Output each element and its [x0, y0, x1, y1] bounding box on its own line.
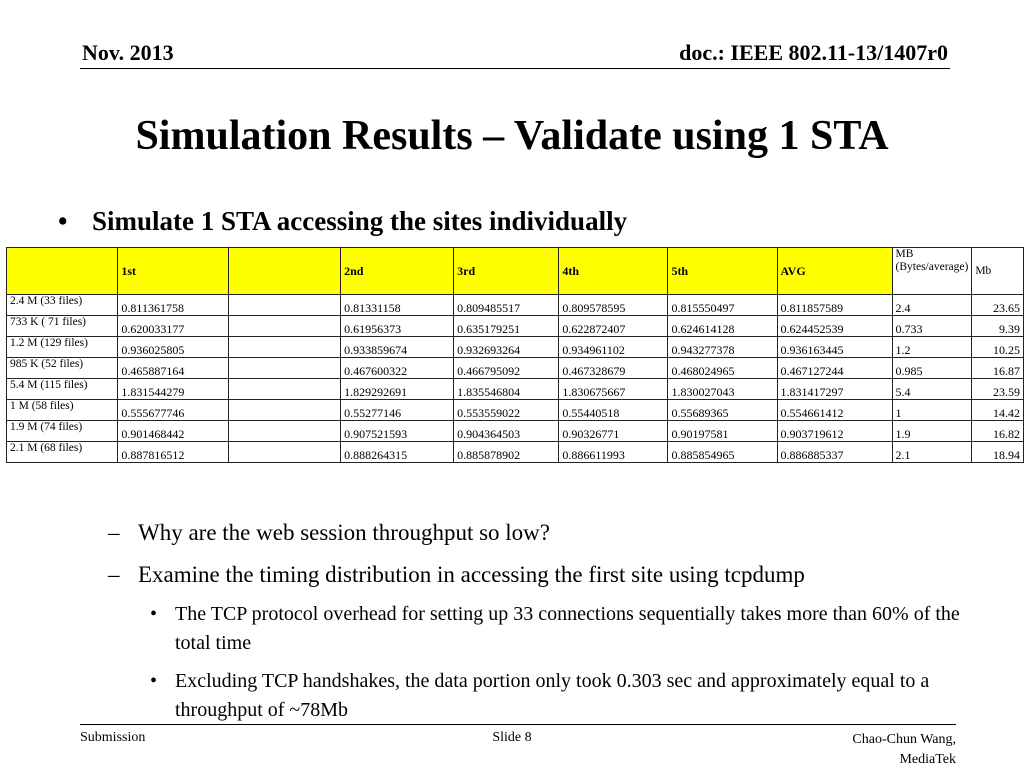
table-row	[7, 379, 1024, 400]
table-cell: 0.901468442	[118, 421, 229, 442]
sub-bullet-1	[108, 520, 550, 546]
footer-author-org: MediaTek	[899, 752, 956, 767]
table-cell: 5.4	[892, 379, 972, 400]
table-row	[7, 316, 1024, 337]
table-cell: 9.39	[972, 316, 1024, 337]
table-row-label: 1.2 M (129 files)	[7, 337, 118, 358]
table-row	[7, 421, 1024, 442]
table-cell: 0.907521593	[341, 421, 454, 442]
table-cell: 0.466795092	[454, 358, 559, 379]
table-cell: 0.467600322	[341, 358, 454, 379]
table-cell: 0.936025805	[118, 337, 229, 358]
table-cell: 0.932693264	[454, 337, 559, 358]
table-cell: 10.25	[972, 337, 1024, 358]
sub-sub-bullet-1-text: The TCP protocol overhead for setting up 33 connections sequentially takes more than 60% of the total time	[175, 603, 960, 654]
table-header-cell: 3rd	[454, 248, 559, 295]
table-cell: 0.555677746	[118, 400, 229, 421]
table-cell	[229, 295, 341, 316]
table-cell: 0.553559022	[454, 400, 559, 421]
table-cell	[229, 442, 341, 463]
table-cell: 0.943277378	[668, 337, 777, 358]
header-date: Nov. 2013	[82, 40, 174, 65]
table-cell: 18.94	[972, 442, 1024, 463]
table-cell: 2.4	[892, 295, 972, 316]
table-header-cell	[7, 248, 118, 295]
bullet-glyph: •	[58, 206, 68, 236]
table-cell: 1.835546804	[454, 379, 559, 400]
table-cell: 0.934961102	[559, 337, 668, 358]
footer-author-name: Chao-Chun Wang,	[852, 732, 956, 747]
table-cell: 0.809485517	[454, 295, 559, 316]
table-header-cell	[229, 248, 341, 295]
table-cell: 0.635179251	[454, 316, 559, 337]
table-row-label: 1 M (58 files)	[7, 400, 118, 421]
table-cell: 0.903719612	[777, 421, 892, 442]
table-row-label: 2.4 M (33 files)	[7, 295, 118, 316]
table-cell: 0.809578595	[559, 295, 668, 316]
table-cell: 1.830675667	[559, 379, 668, 400]
table-cell: 0.554661412	[777, 400, 892, 421]
table-cell: 0.885854965	[668, 442, 777, 463]
table-cell	[229, 316, 341, 337]
sub-sub-bullet-2	[150, 667, 970, 725]
table-row	[7, 358, 1024, 379]
table-row	[7, 400, 1024, 421]
table-cell: 0.61956373	[341, 316, 454, 337]
table-header-cell: 5th	[668, 248, 777, 295]
table-cell: 1	[892, 400, 972, 421]
table-header-cell: 1st	[118, 248, 229, 295]
table-cell	[229, 337, 341, 358]
sub-sub-bullet-1	[150, 600, 970, 658]
main-bullet	[58, 206, 627, 237]
table-cell: 0.90197581	[668, 421, 777, 442]
table-cell: 2.1	[892, 442, 972, 463]
table-cell: 0.985	[892, 358, 972, 379]
table-cell: 1.831544279	[118, 379, 229, 400]
table-row-label: 985 K (52 files)	[7, 358, 118, 379]
table-row	[7, 442, 1024, 463]
header-doc-id: doc.: IEEE 802.11-13/1407r0	[679, 40, 948, 65]
results-table	[6, 247, 1024, 463]
table-cell: 0.90326771	[559, 421, 668, 442]
table-header-cell: 2nd	[341, 248, 454, 295]
table-cell: 0.55440518	[559, 400, 668, 421]
table-cell: 0.468024965	[668, 358, 777, 379]
table-cell: 0.622872407	[559, 316, 668, 337]
table-cell: 0.81331158	[341, 295, 454, 316]
bullet-glyph: •	[150, 670, 158, 692]
table-cell: 0.55277146	[341, 400, 454, 421]
table-cell: 1.829292691	[341, 379, 454, 400]
sub-bullet-2-text: Examine the timing distribution in accessing the first site using tcpdump	[138, 562, 805, 587]
bullet-glyph: •	[150, 603, 158, 625]
table-cell	[229, 421, 341, 442]
footer-rule	[80, 724, 956, 725]
table-cell: 0.811361758	[118, 295, 229, 316]
table-cell: 0.886885337	[777, 442, 892, 463]
table-cell	[229, 400, 341, 421]
table-row-label: 733 K ( 71 files)	[7, 316, 118, 337]
table-row-label: 1.9 M (74 files)	[7, 421, 118, 442]
table-header-cell: Mb	[972, 248, 1024, 295]
table-cell: 1.831417297	[777, 379, 892, 400]
table-cell: 16.87	[972, 358, 1024, 379]
table-cell: 0.55689365	[668, 400, 777, 421]
main-bullet-text: Simulate 1 STA accessing the sites individually	[92, 206, 628, 236]
sub-sub-bullet-2-text: Excluding TCP handshakes, the data portion only took 0.303 sec and approximately equal to a throughput of ~78Mb	[175, 670, 930, 721]
table-cell: 0.933859674	[341, 337, 454, 358]
table-row	[7, 295, 1024, 316]
dash-glyph: –	[108, 562, 120, 587]
table-cell: 0.885878902	[454, 442, 559, 463]
table-cell: 1.2	[892, 337, 972, 358]
table-cell	[229, 379, 341, 400]
table-header-cell: AVG	[777, 248, 892, 295]
table-row-label: 5.4 M (115 files)	[7, 379, 118, 400]
table-row-label: 2.1 M (68 files)	[7, 442, 118, 463]
table-header-cell: 4th	[559, 248, 668, 295]
table-cell	[229, 358, 341, 379]
header-rule	[80, 68, 950, 69]
table-cell: 0.936163445	[777, 337, 892, 358]
table-cell: 0.624452539	[777, 316, 892, 337]
table-cell: 0.465887164	[118, 358, 229, 379]
table-cell: 16.82	[972, 421, 1024, 442]
footer-slide-number: Slide 8	[492, 730, 532, 745]
dash-glyph: –	[108, 520, 120, 545]
table-cell: 0.887816512	[118, 442, 229, 463]
table-cell: 1.9	[892, 421, 972, 442]
table-cell: 0.620033177	[118, 316, 229, 337]
table-cell: 23.65	[972, 295, 1024, 316]
footer-submission: Submission	[80, 730, 146, 745]
table-cell: 23.59	[972, 379, 1024, 400]
table-cell: 0.886611993	[559, 442, 668, 463]
table-cell: 0.888264315	[341, 442, 454, 463]
footer-author	[852, 730, 956, 770]
table-cell: 0.904364503	[454, 421, 559, 442]
table-cell: 14.42	[972, 400, 1024, 421]
table-cell: 0.811857589	[777, 295, 892, 316]
table-row	[7, 337, 1024, 358]
slide-title: Simulation Results – Validate using 1 STA	[135, 113, 889, 159]
table-cell: 0.815550497	[668, 295, 777, 316]
table-cell: 0.467127244	[777, 358, 892, 379]
table-header-row	[7, 248, 1024, 295]
table-cell: 0.733	[892, 316, 972, 337]
table-cell: 1.830027043	[668, 379, 777, 400]
table-cell: 0.467328679	[559, 358, 668, 379]
table-cell: 0.624614128	[668, 316, 777, 337]
table-header-cell: MB (Bytes/average)	[892, 248, 972, 295]
sub-bullet-1-text: Why are the web session throughput so low?	[138, 520, 551, 545]
sub-bullet-2	[108, 562, 805, 588]
